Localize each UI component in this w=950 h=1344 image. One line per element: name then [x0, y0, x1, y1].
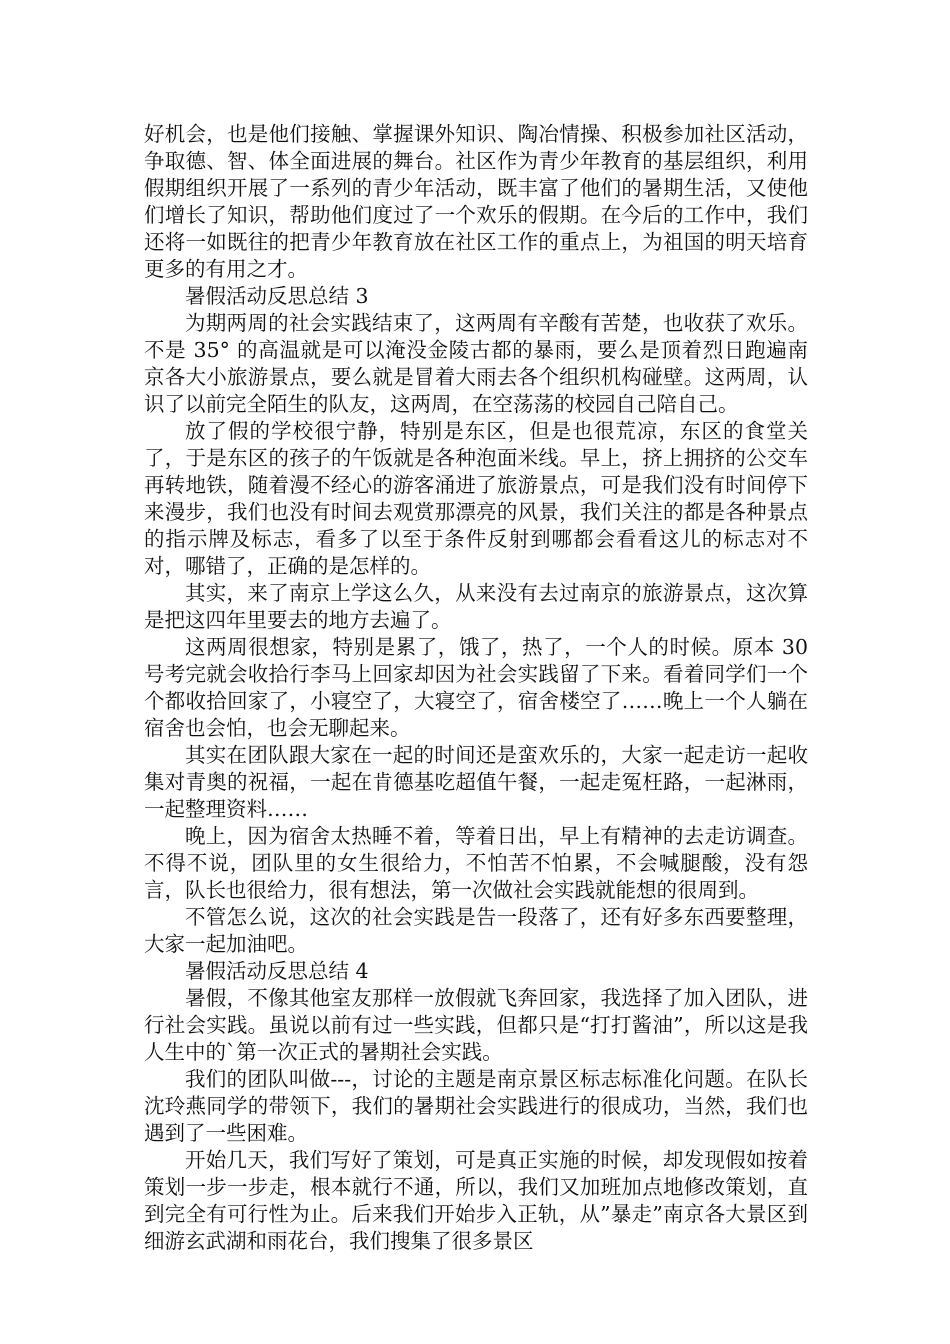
paragraph: 暑假，不像其他室友那样一放假就飞奔回家，我选择了加入团队，进行社会实践。虽说以前有过一些实践，但都只是“打打酱油”，所以这是我人生中的`第一次正式的暑期社会实践。: [144, 986, 808, 1064]
paragraph: 好机会，也是他们接触、掌握课外知识、陶冶情操、积极参加社区活动，争取德、智、体全面进展的舞台。社区作为青少年教育的基层组织，利用假期组织开展了一系列的青少年活动，既丰富了他们的暑期生活，又使他们增长了知识，帮助他们度过了一个欢乐的假期。在今后的工作中，我们还将一如既往的把青少年教育放在社区工作的重点上，为祖国的明天培育更多的有用之才。: [144, 122, 808, 281]
section-heading: 暑假活动反思总结 4: [185, 959, 369, 983]
paragraph: 开始几天，我们写好了策划，可是真正实施的时候，却发现假如按着策划一步一步走，根本就行不通，所以，我们又加班加点地修改策划，直到完全有可行性为止。后来我们开始步入正轨，从”暴走”南京各大景区到细游玄武湖和雨花台，我们搜集了很多景区: [144, 1148, 808, 1253]
paragraph: 放了假的学校很宁静，特别是东区，但是也很荒凉，东区的食堂关了，于是东区的孩子的午饭就是各种泡面米线。早上，挤上拥挤的公交车再转地铁，随着漫不经心的游客涌进了旅游景点，可是我们没有时间停下来漫步，我们也没有时间去观赏那漂亮的风景，我们关注的都是各种景点的指示牌及标志，看多了以至于条件反射到哪都会看看这儿的标志对不对，哪错了，正确的是怎样的。: [144, 419, 808, 578]
paragraph: 我们的团队叫做---，讨论的主题是南京景区标志标准化问题。在队长沈玲燕同学的带领下，我们的暑期社会实践进行的很成功，当然，我们也遇到了一些困难。: [144, 1067, 808, 1145]
paragraph: 不管怎么说，这次的社会实践是告一段落了，还有好多东西要整理，大家一起加油吧。: [144, 905, 808, 956]
paragraph: 这两周很想家，特别是累了，饿了，热了，一个人的时候。原本 30 号考完就会收拾行李马上回家却因为社会实践留了下来。看着同学们一个个都收拾回家了，小寝空了，大寝空了，宿舍楼空了……晚上一个人躺在宿舍也会怕，也会无聊起来。: [144, 635, 808, 740]
paragraph: 其实，来了南京上学这么久，从来没有去过南京的旅游景点，这次算是把这四年里要去的地方去遍了。: [144, 581, 808, 632]
paragraph: 晚上，因为宿舍太热睡不着，等着日出，早上有精神的去走访调查。不得不说，团队里的女生很给力，不怕苦不怕累，不会喊腿酸，没有怨言，队长也很给力，很有想法，第一次做社会实践就能想的很周到。: [144, 824, 808, 902]
paragraph: 其实在团队跟大家在一起的时间还是蛮欢乐的，大家一起走访一起收集对青奥的祝福，一起在肯德基吃超值午餐，一起走冤枉路，一起淋雨，一起整理资料……: [144, 743, 808, 821]
section-heading: 暑假活动反思总结 3: [185, 284, 369, 308]
document-page: [144, 121, 808, 1255]
paragraph: 为期两周的社会实践结束了，这两周有辛酸有苦楚，也收获了欢乐。不是 35° 的高温就是可以淹没金陵古都的暴雨，要么是顶着烈日跑遍南京各大小旅游景点，要么就是冒着大雨去各个组织机构碰壁。这两周，认识了以前完全陌生的队友，这两周，在空荡荡的校园自己陪自己。: [144, 311, 808, 416]
